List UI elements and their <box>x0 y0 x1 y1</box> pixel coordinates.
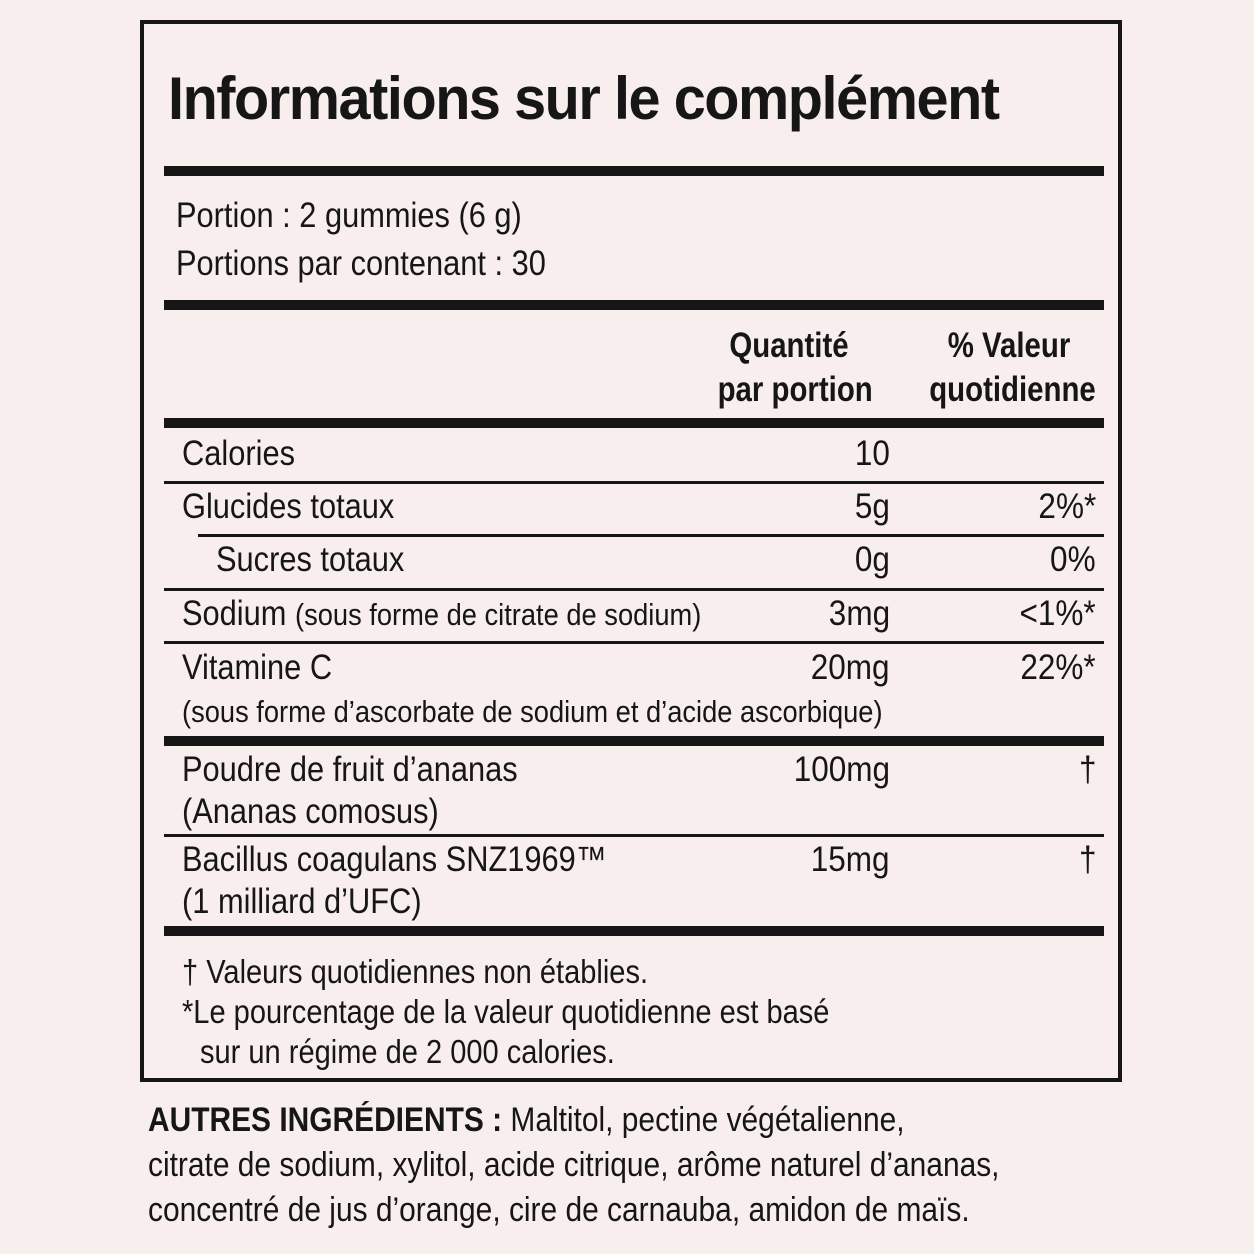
ingredient-amount: 15mg <box>811 840 890 879</box>
divider-thin <box>198 534 1104 537</box>
panel-title: Informations sur le complément <box>168 65 999 132</box>
divider-thick <box>164 926 1104 936</box>
ingredient-amount: 100mg <box>793 750 890 789</box>
nutrient-daily-value: 2%* <box>1038 487 1096 526</box>
column-header-amount-line1: Quantité <box>729 326 849 365</box>
nutrient-note: (sous forme de citrate de sodium) <box>294 597 702 632</box>
ingredient-daily-value: † <box>1078 750 1096 789</box>
other-ingredients <box>148 1098 1228 1233</box>
nutrient-amount: 10 <box>854 434 890 473</box>
nutrient-note: (sous forme d’ascorbate de sodium et d’acide ascorbique) <box>182 694 883 729</box>
ingredients-text: Maltitol, pectine végétalienne, <box>502 1101 905 1139</box>
divider-thick <box>164 418 1104 428</box>
nutrient-name: Calories <box>182 434 295 473</box>
column-header-dv-line2: quotidienne <box>929 370 1096 409</box>
nutrient-name: Vitamine C <box>182 648 333 687</box>
nutrient-amount: 3mg <box>828 594 890 633</box>
ingredients-heading: AUTRES INGRÉDIENTS : <box>148 1101 503 1139</box>
ingredient-daily-value: † <box>1078 840 1096 879</box>
ingredient-cfu: (1 milliard d’UFC) <box>182 882 422 921</box>
nutrient-name: Sucres totaux <box>216 540 405 579</box>
ingredient-name: Poudre de fruit d’ananas <box>182 750 518 789</box>
divider-thick <box>164 736 1104 746</box>
serving-size: Portion : 2 gummies (6 g) <box>176 196 522 235</box>
nutrient-daily-value: 22%* <box>1020 648 1096 687</box>
nutrient-amount: 20mg <box>811 648 890 687</box>
divider-thin <box>164 834 1104 837</box>
divider-thick <box>164 300 1104 310</box>
ingredient-name: Bacillus coagulans SNZ1969™ <box>182 840 607 879</box>
ingredients-line-2: citrate de sodium, xylitol, acide citrique, arôme naturel d’ananas, <box>148 1146 1000 1184</box>
nutrient-name-text: Sodium <box>182 594 287 633</box>
ingredient-latin-name: (Ananas comosus) <box>182 792 439 831</box>
ingredients-line-1 <box>148 1098 1098 1143</box>
footnote-dagger: † Valeurs quotidiennes non établies. <box>182 953 649 990</box>
footnote-star-line2: sur un régime de 2 000 calories. <box>200 1033 615 1070</box>
column-header-amount <box>717 324 873 412</box>
nutrient-name: Glucides totaux <box>182 487 395 526</box>
divider-thin <box>164 481 1104 484</box>
column-header-dv-line1: % Valeur <box>947 326 1071 365</box>
divider-thin <box>164 588 1104 591</box>
servings-per-container: Portions par contenant : 30 <box>176 244 546 283</box>
column-header-daily-value <box>929 324 1096 412</box>
nutrient-daily-value: 0% <box>1050 540 1096 579</box>
nutrient-daily-value: <1%* <box>1019 594 1096 633</box>
ingredients-line-3: concentré de jus d’orange, cire de carnauba, amidon de maïs. <box>148 1191 970 1229</box>
supplement-facts-panel <box>140 20 1122 1082</box>
footnote-star-line1: *Le pourcentage de la valeur quotidienne est basé <box>182 993 830 1030</box>
divider-thick <box>164 166 1104 176</box>
nutrient-amount: 5g <box>854 487 890 526</box>
divider-thin <box>164 641 1104 644</box>
nutrient-name <box>182 594 701 634</box>
nutrient-amount: 0g <box>854 540 890 579</box>
column-header-amount-line2: par portion <box>717 370 873 409</box>
